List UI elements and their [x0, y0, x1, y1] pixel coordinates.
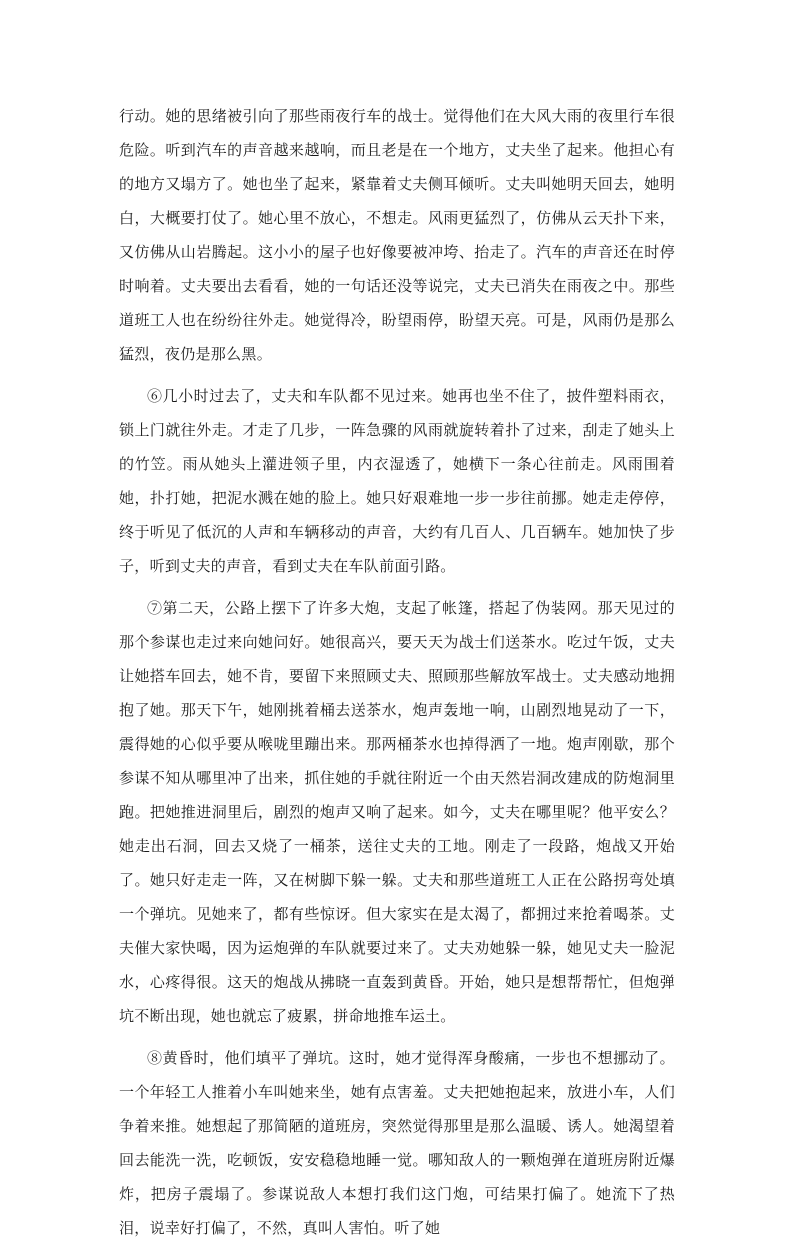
- paragraph-8: ⑧黄昏时，他们填平了弹坑。这时，她才觉得浑身酸痛，一步也不想挪动了。一个年轻工人推着小车叫她来坐，她有点害羞。丈夫把她抱起来，放进小车，人们争着来推。她想起了那简陋的道班房，突然觉得那里是那么温暖、诱人。她渴望着回去能洗一洗，吃顿饭，安安稳稳地睡一觉。哪知敌人的一颗炮弹在道班房附近爆炸，把房子震塌了。参谋说敌人本想打我们这门炮，可结果打偏了。她流下了热泪，说幸好打偏了，不然，真叫人害怕。听了她: [119, 1049, 675, 1237]
- paragraph-6: ⑥几小时过去了，丈夫和车队都不见过来。她再也坐不住了，披件塑料雨衣，锁上门就往外走。才走了几步，一阵急骤的风雨就旋转着扑了过来，刮走了她头上的竹笠。雨从她头上灌进领子里，内衣湿透了，她横下一条心往前走。风雨围着她，扑打她，把泥水溅在她的脸上。她只好艰难地一步一步往前挪。她走走停停，终于听见了低沉的人声和车辆移动的声音，大约有几百人、几百辆车。她加快了步子，听到丈夫的声音，看到丈夫在车队前面引路。: [119, 387, 675, 575]
- paragraph-5-continuation: 行动。她的思绪被引向了那些雨夜行车的战士。觉得他们在大风大雨的夜里行车很危险。听到汽车的声音越来越响，而且老是在一个地方，丈夫坐了起来。他担心有的地方又塌方了。她也坐了起来，紧靠着丈夫侧耳倾听。丈夫叫她明天回去，她明白，大概要打仗了。她心里不放心，不想走。风雨更猛烈了，仿佛从云天扑下来，又仿佛从山岩腾起。这小小的屋子也好像要被冲垮、抬走了。汽车的声音还在时停时响着。丈夫要出去看看，她的一句话还没等说完，丈夫已消失在雨夜之中。那些道班工人也在纷纷往外走。她觉得冷，盼望雨停，盼望天亮。可是，风雨仍是那么猛烈，夜仍是那么黑。: [119, 107, 675, 363]
- article-body: [119, 99, 675, 1253]
- paragraph-7: ⑦第二天，公路上摆下了许多大炮，支起了帐篷，搭起了伪装网。那天见过的那个参谋也走过来向她问好。她很高兴，要天天为战士们送茶水。吃过午饭，丈夫让她搭车回去，她不肯，要留下来照顾丈夫、照顾那些解放军战士。丈夫感动地拥抱了她。那天下午，她刚挑着桶去送茶水，炮声轰地一响，山剧烈地晃动了一下，震得她的心似乎要从喉咙里蹦出来。那两桶茶水也掉得洒了一地。炮声刚歇，那个参谋不知从哪里冲了出来，抓住她的手就往附近一个由天然岩洞改建成的防炮洞里跑。把她推进洞里后，剧烈的炮声又响了起来。如今，丈夫在哪里呢？他平安么？她走出石洞，回去又烧了一桶茶，送往丈夫的工地。刚走了一段路，炮战又开始了。她只好走走一阵，又在树脚下躲一躲。丈夫和那些道班工人正在公路拐弯处填一个弹坑。见她来了，都有些惊讶。但大家实在是太渴了，都拥过来抢着喝茶。丈夫催大家快喝，因为运炮弹的车队就要过来了。丈夫劝她躲一躲，她见丈夫一脸泥水，心疼得很。这天的炮战从拂晓一直轰到黄昏。开始，她只是想帮帮忙，但炮弹坑不断出现，她也就忘了疲累，拼命地推车运土。: [119, 599, 675, 1025]
